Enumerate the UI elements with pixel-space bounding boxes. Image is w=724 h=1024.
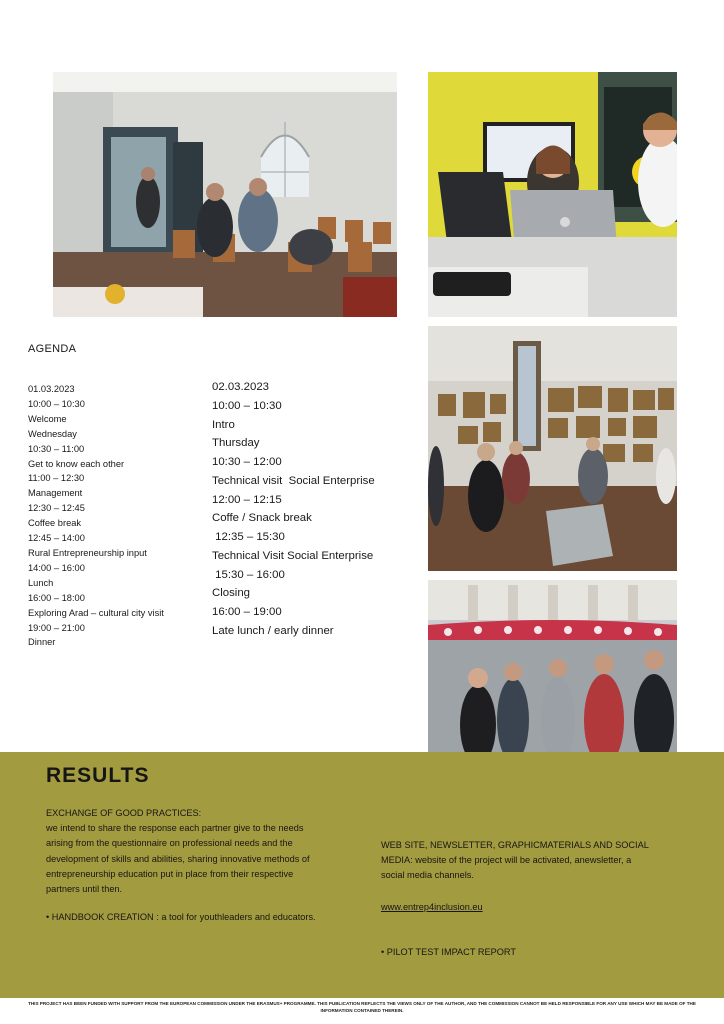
agenda-day1-line: 11:00 – 12:30 bbox=[28, 473, 85, 484]
agenda-day1 bbox=[28, 382, 164, 650]
exchange-line: entrepreneurship education put in place from their respective bbox=[46, 868, 294, 879]
footer-line: INFORMATION CONTAINED THEREIN. bbox=[320, 1007, 404, 1013]
footer-disclaimer bbox=[0, 1001, 724, 1014]
agenda-day1-line: 12:45 – 14:00 bbox=[28, 533, 85, 544]
agenda-day1-line: 10:30 – 11:00 bbox=[28, 443, 85, 454]
agenda-day1-line: Rural Entrepreneurship input bbox=[28, 547, 147, 558]
agenda-day1-line: Dinner bbox=[28, 637, 56, 648]
handbook-item: • HANDBOOK CREATION : a tool for youthleaders and educators. bbox=[46, 912, 316, 922]
agenda-day1-line: 16:00 – 18:00 bbox=[28, 592, 85, 603]
agenda-day2-weekday: Thursday bbox=[212, 437, 260, 450]
agenda-day1-line: Lunch bbox=[28, 577, 54, 588]
results-exchange bbox=[46, 806, 310, 897]
website-link-wrap bbox=[381, 900, 483, 915]
results-title: RESULTS bbox=[46, 764, 150, 787]
agenda-day2-line: 10:00 – 10:30 bbox=[212, 399, 282, 412]
agenda-day2 bbox=[212, 378, 375, 641]
photo-laptops bbox=[428, 72, 677, 317]
agenda-day2-line: 12:35 – 15:30 bbox=[212, 531, 285, 543]
pilot-item: • PILOT TEST IMPACT REPORT bbox=[381, 947, 516, 957]
agenda-day2-line: 10:30 – 12:00 bbox=[212, 456, 282, 468]
exchange-line: we intend to share the response each partner give to the needs bbox=[46, 823, 304, 834]
web-line: WEB SITE, NEWSLETTER, GRAPHICMATERIALS AND SOCIAL bbox=[381, 840, 649, 850]
exchange-heading: EXCHANGE OF GOOD PRACTICES: bbox=[46, 808, 202, 818]
agenda-day1-line: Management bbox=[28, 488, 83, 499]
photo-room-meeting-image bbox=[53, 72, 397, 317]
agenda-day2-line: 15:30 – 16:00 bbox=[212, 568, 285, 581]
agenda-day1-line: Exploring Arad – cultural city visit bbox=[28, 607, 164, 618]
agenda-day1-line: 10:00 – 10:30 bbox=[28, 398, 85, 409]
exchange-line: arising from the questionnaire on professional needs and the bbox=[46, 838, 293, 849]
results-web bbox=[381, 838, 649, 884]
agenda-day1-line: Welcome bbox=[28, 413, 67, 424]
agenda-day2-line: Technical Visit Social Enterprise bbox=[212, 549, 374, 562]
footer-line: THIS PROJECT HAS BEEN FUNDED WITH SUPPORT FROM THE EUROPEAN COMMISSION UNDER THE ERASMUS+ PROGRAMME. THIS PUBLICATION REFLECTS THE VIEWS ONLY OF THE AUTHOR, AND THE COMMISSION CANNOT BE HELD RESPONSIBLE FOR ANY USE WHICH MAY BE MADE OF THE bbox=[28, 1001, 696, 1006]
agenda-day1-line: 19:00 – 21:00 bbox=[28, 622, 85, 633]
agenda-day2-line: Late lunch / early dinner bbox=[212, 624, 334, 637]
website-link[interactable]: www.entrep4inclusion.eu bbox=[381, 902, 483, 912]
photo-room-meeting bbox=[53, 72, 397, 317]
exchange-line: development of skills and abilities, sharing innovative methods of bbox=[46, 853, 310, 864]
photo-laptops-image bbox=[428, 72, 677, 317]
agenda-day2-line: Technical visit Social Enterprise bbox=[212, 474, 375, 487]
photo-gallery-image bbox=[428, 326, 677, 571]
exchange-line: partners until then. bbox=[46, 884, 123, 895]
web-line: MEDIA: website of the project will be activated, anewsletter, a bbox=[381, 855, 632, 866]
agenda-day1-line: Coffee break bbox=[28, 518, 82, 529]
agenda-day1-line: Get to know each other bbox=[28, 458, 125, 469]
agenda-day2-line: Intro bbox=[212, 418, 235, 431]
agenda-day2-line: Coffe / Snack break bbox=[212, 512, 312, 525]
agenda-day2-line: 16:00 – 19:00 bbox=[212, 606, 282, 618]
agenda-day2-line: Closing bbox=[212, 587, 250, 600]
photo-gallery bbox=[428, 326, 677, 571]
agenda-day1-date: 01.03.2023 bbox=[28, 384, 75, 394]
agenda-heading: AGENDA bbox=[28, 343, 77, 355]
agenda-day2-date: 02.03.2023 bbox=[212, 381, 270, 393]
agenda-day1-line: 12:30 – 12:45 bbox=[28, 503, 85, 514]
web-line: social media channels. bbox=[381, 870, 474, 881]
agenda-day1-weekday: Wednesday bbox=[28, 428, 77, 439]
agenda-day2-line: 12:00 – 12:15 bbox=[212, 493, 282, 506]
agenda-day1-line: 14:00 – 16:00 bbox=[28, 562, 85, 573]
